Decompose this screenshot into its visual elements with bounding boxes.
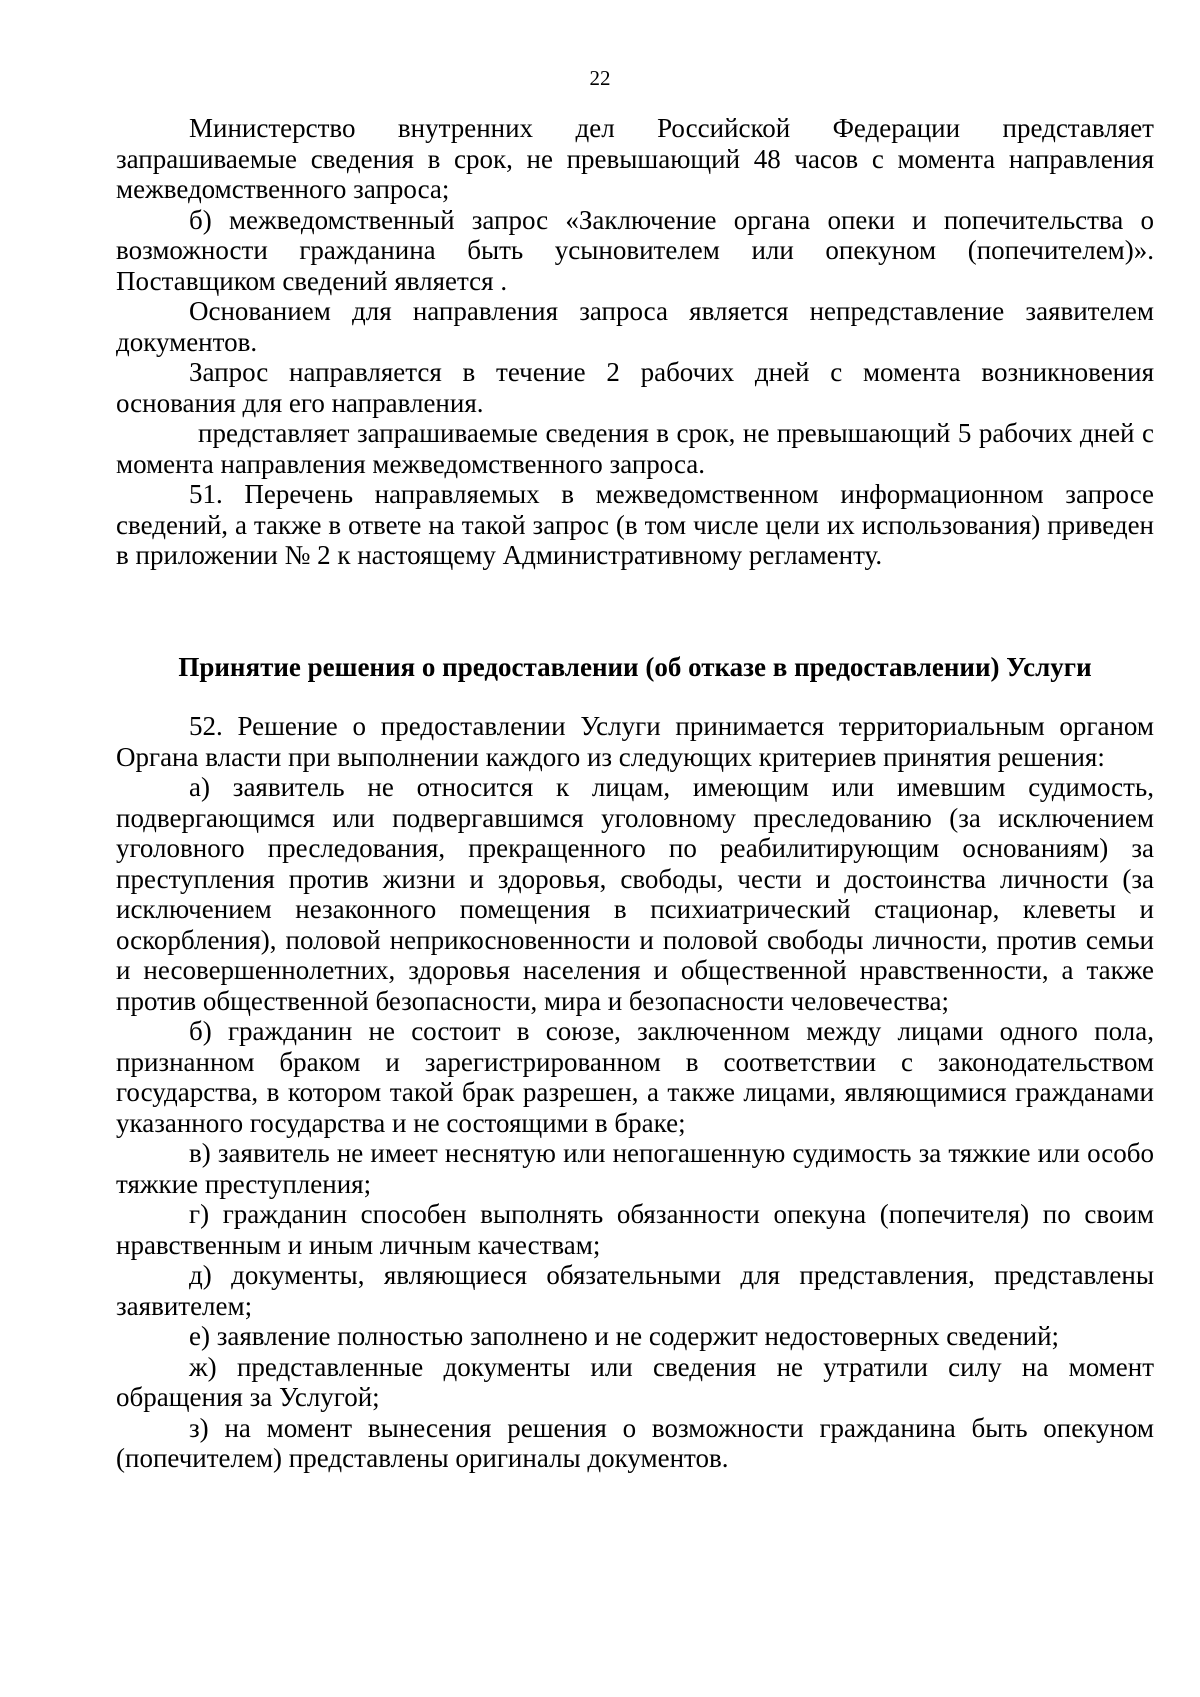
paragraphs-after-heading xyxy=(116,711,1154,1474)
list-item-b: б) гражданин не состоит в союзе, заключенном между лицами одного пола, признанном браком и зарегистрированном в соответствии с законодательством государства, в котором такой брак разрешен, а также лицами, являющимися гражданами указанного государства и не состоящими в браке; xyxy=(116,1016,1154,1138)
paragraph: Запрос направляется в течение 2 рабочих дней с момента возникновения основания для его направления. xyxy=(116,357,1154,418)
paragraphs-before-heading xyxy=(116,113,1154,571)
list-item-g: г) гражданин способен выполнять обязанности опекуна (попечителя) по своим нравственным и иным личным качествам; xyxy=(116,1199,1154,1260)
paragraph: Министерство внутренних дел Российской Федерации представляет запрашиваемые сведения в срок, не превышающий 48 часов с момента направления межведомственного запроса; xyxy=(116,113,1154,204)
list-item-d: д) документы, являющиеся обязательными для представления, представлены заявителем; xyxy=(116,1260,1154,1321)
list-item-zh: ж) представленные документы или сведения не утратили силу на момент обращения за Услугой; xyxy=(116,1351,1154,1412)
list-item-z: з) на момент вынесения решения о возможности гражданина быть опекуном (попечителем) представлены оригиналы документов. xyxy=(116,1412,1154,1473)
list-item-e: е) заявление полностью заполнено и не содержит недостоверных сведений; xyxy=(189,1321,1060,1351)
paragraph: 51. Перечень направляемых в межведомственном информационном запросе сведений, а также в ответе на такой запрос (в том числе цели их использования) приведен в приложении № 2 к настоящему Административному регламенту. xyxy=(116,479,1154,570)
paragraph: Основанием для направления запроса является непредставление заявителем документов. xyxy=(116,296,1154,357)
page-number: 22 xyxy=(589,66,611,90)
paragraph: б) межведомственный запрос «Заключение органа опеки и попечительства о возможности гражданина быть усыновителем или опекуном (попечителем)». Поставщиком сведений является . xyxy=(116,204,1154,296)
list-item-v: в) заявитель не имеет неснятую или непогашенную судимость за тяжкие или особо тяжкие преступления; xyxy=(116,1138,1154,1199)
list-item-a: а) заявитель не относится к лицам, имеющим или имевшим судимость, подвергающимся или подвергавшимся уголовному преследованию (за исключением уголовного преследования, прекращенного по реабилитирующим основаниям) за преступления против жизни и здоровья, свободы, чести и достоинства личности (за исключением незаконного помещения в психиатрический стационар, клеветы и оскорбления), половой неприкосновенности и половой свободы личности, против семьи и несовершеннолетних, здоровья населения и общественной нравственности, а также против общественной безопасности, мира и безопасности человечества; xyxy=(116,772,1154,1016)
paragraph: 52. Решение о предоставлении Услуги принимается территориальным органом Органа власти при выполнении каждого из следующих критериев принятия решения: xyxy=(116,711,1154,772)
paragraph: представляет запрашиваемые сведения в срок, не превышающий 5 рабочих дней с момента направления межведомственного запроса. xyxy=(116,418,1154,479)
section-heading: Принятие решения о предоставлении (об отказе в предоставлении) Услуги xyxy=(178,652,1092,682)
